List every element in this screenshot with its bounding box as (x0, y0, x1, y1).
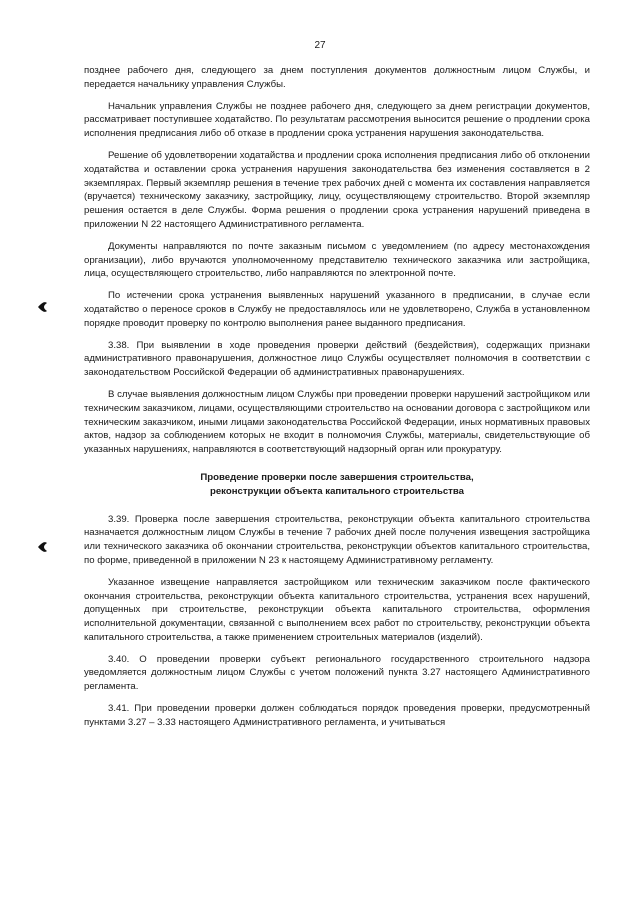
document-body (84, 64, 590, 730)
paragraph: Документы направляются по почте заказным письмом с уведомлением (по адресу местонахождения организации), либо вручаются уполномоченному представителю технического заказчика или застройщика, лица, осуществляющего строительство, либо направляются по электронной почте. (84, 240, 590, 280)
paragraph: Начальник управления Службы не позднее рабочего дня, следующего за днем регистрации документов, рассматривает поступившее ходатайство. По результатам рассмотрения выносится решение о продлении срока исполнения предписания либо об отказе в продлении срока устранения нарушения законодательства. (84, 100, 590, 140)
paragraph: В случае выявления должностным лицом Службы при проведении проверки нарушений застройщиком или техническим заказчиком, лицами, осуществляющими строительство на основании договора с застройщиком или техническим заказчиком, иными лицами законодательства Российской Федерации, иных нормативных правовых актов, надзор за соблюдением которых не входит в полномочия Службы, материалы, свидетельствующие об указанных нарушениях, направляются в соответствующий надзорный орган или прокуратуру. (84, 388, 590, 456)
paragraph: Указанное извещение направляется застройщиком или техническим заказчиком после фактического окончания строительства, реконструкции объекта капитального строительства, устранения всех нарушений, допущенных при строительстве, реконструкции объекта капитального строительства, оформления исполнительной документации, связанной с выполнением всех работ по строительству, реконструкции объекта капитального строительства, а также применением строительных материалов (изделий). (84, 576, 590, 643)
paragraph: 3.38. При выявлении в ходе проведения проверки действий (бездействия), содержащих признаки административного правонарушения, должностное лицо Службы осуществляет полномочия в соответствии с законодательством Российской Федерации об административных правонарушениях. (84, 339, 590, 379)
paragraph: 3.39. Проверка после завершения строительства, реконструкции объекта капитального строительства назначается должностным лицом Службы в течение 7 рабочих дней после получения извещения застройщика или технического заказчика об окончании строительства, реконструкции объектов капитального строительства, по форме, приведенной в приложении N 23 к настоящему Административному регламенту. (84, 513, 590, 566)
paragraph: По истечении срока устранения выявленных нарушений указанного в предписании, в случае если ходатайство о переносе сроков в Службу не предоставлялось или не удовлетворено, Служба в установленном порядке проводит проверку по контролю выполнения ранее выданного предписания. (84, 290, 590, 329)
binding-hole-mark (36, 300, 48, 314)
paragraph: 3.41. При проведении проверки должен соблюдаться порядок проведения проверки, предусмотренный пунктами 3.27 – 3.33 настоящего Административного регламента, и учитываться (84, 703, 590, 728)
section-heading (84, 471, 590, 499)
section-heading-line-2: реконструкции объекта капитального строительства (209, 485, 464, 497)
page-number: 27 (314, 40, 326, 51)
paragraph: Решение об удовлетворении ходатайства и продлении срока исполнения предписания либо об отклонении ходатайства и оставлении срока устранения нарушения законодательства без изменения составляется в 2 экземплярах. Первый экземпляр решения в течение трех рабочих дней с момента их составления направляется (вручается) техническому заказчику, застройщику, лицу, осуществляющему строительство. Второй экземпляр решения остается в деле Службы. Форма решения о продлении срока устранения нарушений приведена в приложении N 22 настоящего Административного регламента. (84, 149, 590, 230)
binding-hole-mark (36, 540, 48, 554)
section-heading-line-1: Проведение проверки после завершения строительства, (200, 471, 474, 483)
paragraph: позднее рабочего дня, следующего за днем поступления документов должностным лицом Службы, и передается начальнику управления Службы. (84, 65, 590, 90)
paragraph: 3.40. О проведении проверки субъект регионального государственного строительного надзора уведомляется должностным лицом Службы с учетом положений пункта 3.27 настоящего Административного регламента. (84, 653, 590, 693)
